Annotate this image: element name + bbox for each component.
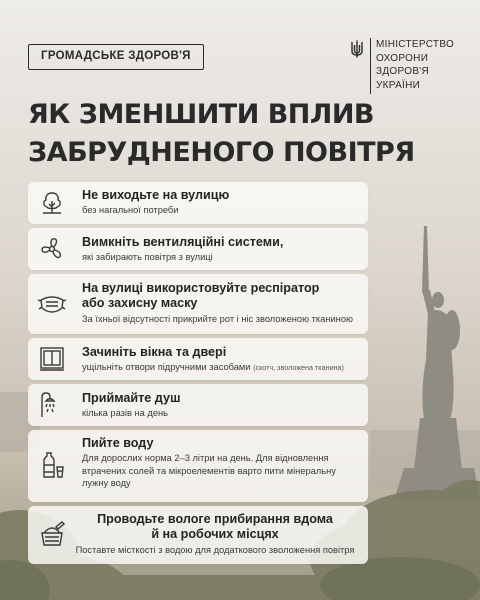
advice-card-water <box>28 430 368 502</box>
cleaning-bucket-icon <box>36 519 68 551</box>
advice-card-cleaning <box>28 506 368 564</box>
advice-card-stay-indoors <box>28 182 368 224</box>
page-title <box>28 96 415 172</box>
advice-card-mask <box>28 274 368 334</box>
ministry-line: МІНІСТЕРСТВО <box>376 39 455 50</box>
advice-text: кілька разів на день <box>82 408 168 418</box>
tree-icon <box>36 187 68 219</box>
trident-icon <box>350 40 364 58</box>
title-line: ЗАБРУДНЕНОГО ПОВІТРЯ <box>28 137 415 168</box>
advice-card-shower <box>28 384 368 426</box>
ministry-line: УКРАЇНИ <box>376 79 421 91</box>
advice-title: Зачиніть вікна та двері <box>82 345 227 359</box>
advice-text: За їхньої відсутності прикрийте рот і ніс зволоженою тканиною <box>82 314 353 324</box>
advice-card-windows <box>28 338 368 380</box>
advice-title: Не виходьте на вулицю <box>82 188 230 202</box>
advice-title: Проводьте вологе прибирання вдома <box>97 512 333 526</box>
fan-icon <box>36 233 68 265</box>
advice-text <box>82 361 362 375</box>
ministry-line: ОХОРОНИ <box>376 52 429 64</box>
water-bottle-icon <box>36 449 68 481</box>
shower-icon <box>36 389 68 421</box>
ministry-line: ЗДОРОВ'Я <box>376 66 430 77</box>
advice-title: або захисну маску <box>82 296 198 310</box>
advice-text-line: лужну воду <box>82 478 131 488</box>
advice-text-main: ущільніть отвори підручними засобами <box>82 362 251 372</box>
window-icon <box>36 343 68 375</box>
advice-text: без нагальної потреби <box>82 205 179 215</box>
advice-card-ventilation <box>28 228 368 270</box>
advice-text-note: (скотч, зволожена тканина) <box>253 363 344 372</box>
title-line: ЯК ЗМЕНШИТИ ВПЛИВ <box>28 99 374 130</box>
mask-icon <box>36 288 68 320</box>
advice-text: Поставте місткості з водою для додаткового зволоження повітря <box>75 545 355 555</box>
advice-title: Пийте воду <box>82 436 154 450</box>
advice-title: Вимкніть вентиляційні системи, <box>82 235 284 249</box>
advice-text: які забирають повітря з вулиці <box>82 252 213 262</box>
advice-text-line: втрачених солей та мікроелементів варто пити мінеральну <box>82 465 336 476</box>
advice-title: й на робочих місцях <box>151 527 279 541</box>
section-tag: ГРОМАДСЬКЕ ЗДОРОВ'Я <box>28 44 204 70</box>
advice-text-line: Для дорослих норма 2–3 літри на день. Для відновлення <box>82 453 329 463</box>
advice-title: На вулиці використовуйте респіратор <box>82 281 320 295</box>
ministry-divider <box>370 38 371 94</box>
ministry-name <box>376 38 454 94</box>
advice-text <box>82 452 362 490</box>
ministry-logo <box>350 38 454 94</box>
advice-title: Приймайте душ <box>82 391 181 405</box>
